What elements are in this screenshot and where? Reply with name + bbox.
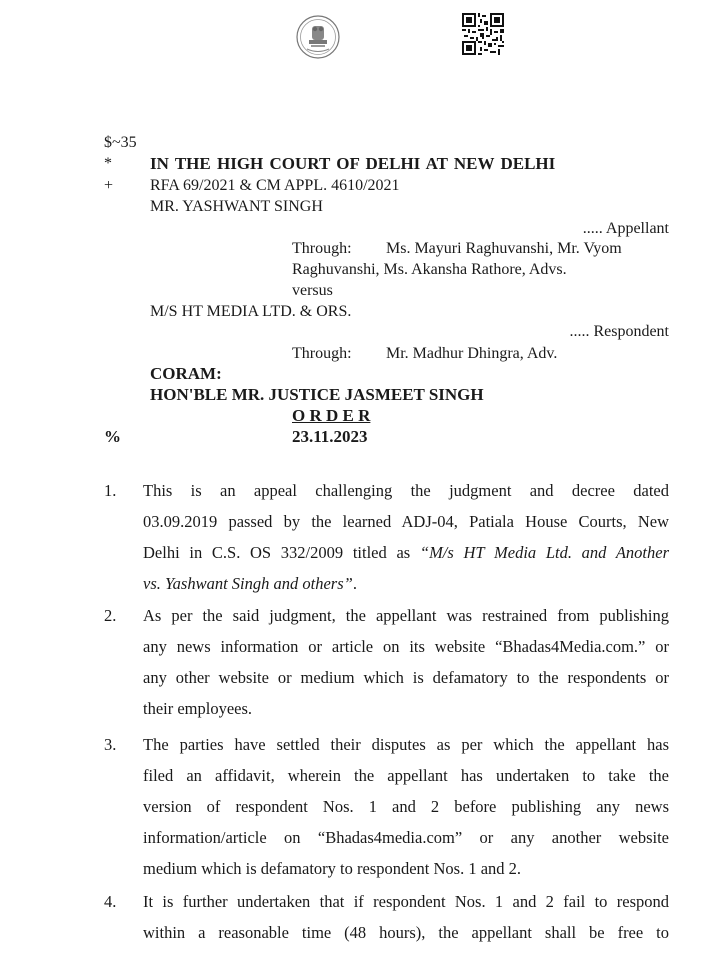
paragraph-1: [143, 475, 669, 599]
paragraph-line: any news information or article on its website “Bhadas4Media.com.” or: [143, 637, 669, 656]
percent-mark: %: [104, 427, 121, 446]
paragraph-number: 3.: [104, 735, 117, 754]
paragraph-number: 1.: [104, 481, 117, 500]
paragraph-line: filed an affidavit, wherein the appellant has undertaken to take the: [143, 766, 669, 785]
appellant-counsel-line2: Raghuvanshi, Ms. Akansha Rathore, Advs.: [292, 261, 567, 278]
case-title-prefix: Delhi in C.S. OS 332/2009 titled as: [143, 543, 420, 562]
appellant-counsel-line1: Ms. Mayuri Raghuvanshi, Mr. Vyom: [386, 240, 622, 257]
respondent-counsel: Mr. Madhur Dhingra, Adv.: [386, 345, 558, 362]
order-heading: O R D E R: [292, 406, 371, 425]
case-title-italic: “M/s HT Media Ltd. and Another: [419, 543, 669, 562]
case-code: $~35: [104, 134, 137, 151]
respondent-role: ..... Respondent: [569, 323, 669, 340]
versus-label: versus: [292, 282, 333, 299]
paragraph-line: any other website or medium which is defamatory to the respondents or: [143, 668, 669, 687]
judge-name: HON'BLE MR. JUSTICE JASMEET SINGH: [150, 385, 484, 404]
case-number: RFA 69/2021 & CM APPL. 4610/2021: [150, 177, 400, 194]
qr-code-icon: [462, 13, 504, 55]
court-emblem-icon: [295, 14, 341, 60]
paragraph-4: [143, 886, 669, 948]
paragraph-line: This is an appeal challenging the judgment and decree dated: [143, 481, 669, 500]
case-title-italic-end: vs. Yashwant Singh and others”: [143, 574, 353, 593]
court-title: IN THE HIGH COURT OF DELHI AT NEW DELHI: [150, 154, 556, 173]
paragraph-line: their employees.: [143, 699, 253, 718]
star-mark: *: [104, 155, 112, 172]
appellant-name: MR. YASHWANT SINGH: [150, 198, 323, 215]
coram-label: CORAM:: [150, 364, 222, 383]
appellant-role: ..... Appellant: [582, 220, 669, 237]
paragraph-line: version of respondent Nos. 1 and 2 before publishing any news: [143, 797, 669, 816]
paragraph-line: 03.09.2019 passed by the learned ADJ-04, Patiala House Courts, New: [143, 512, 669, 531]
order-date: 23.11.2023: [292, 427, 368, 446]
paragraph-line: medium which is defamatory to respondent Nos. 1 and 2.: [143, 859, 522, 878]
paragraph-line: The parties have settled their disputes as per which the appellant has: [143, 735, 669, 754]
paragraph-line: within a reasonable time (48 hours), the appellant shall be free to: [143, 923, 669, 942]
paragraph-line: information/article on “Bhadas4media.com” or any another website: [143, 828, 669, 847]
paragraph-2: [143, 600, 669, 724]
paragraph-number: 4.: [104, 892, 117, 911]
plus-mark: +: [104, 177, 114, 194]
paragraph-line: As per the said judgment, the appellant was restrained from publishing: [143, 606, 669, 625]
paragraph-3: [143, 729, 669, 884]
paragraph-line: [143, 537, 669, 568]
respondent-name: M/S HT MEDIA LTD. & ORS.: [150, 303, 352, 320]
case-title-suffix: .: [352, 574, 357, 593]
paragraph-line: [143, 568, 669, 599]
respondent-through-label: Through:: [292, 345, 352, 362]
paragraph-number: 2.: [104, 606, 117, 625]
appellant-through-label: Through:: [292, 240, 352, 257]
paragraph-line: It is further undertaken that if respondent Nos. 1 and 2 fail to respond: [143, 892, 669, 911]
